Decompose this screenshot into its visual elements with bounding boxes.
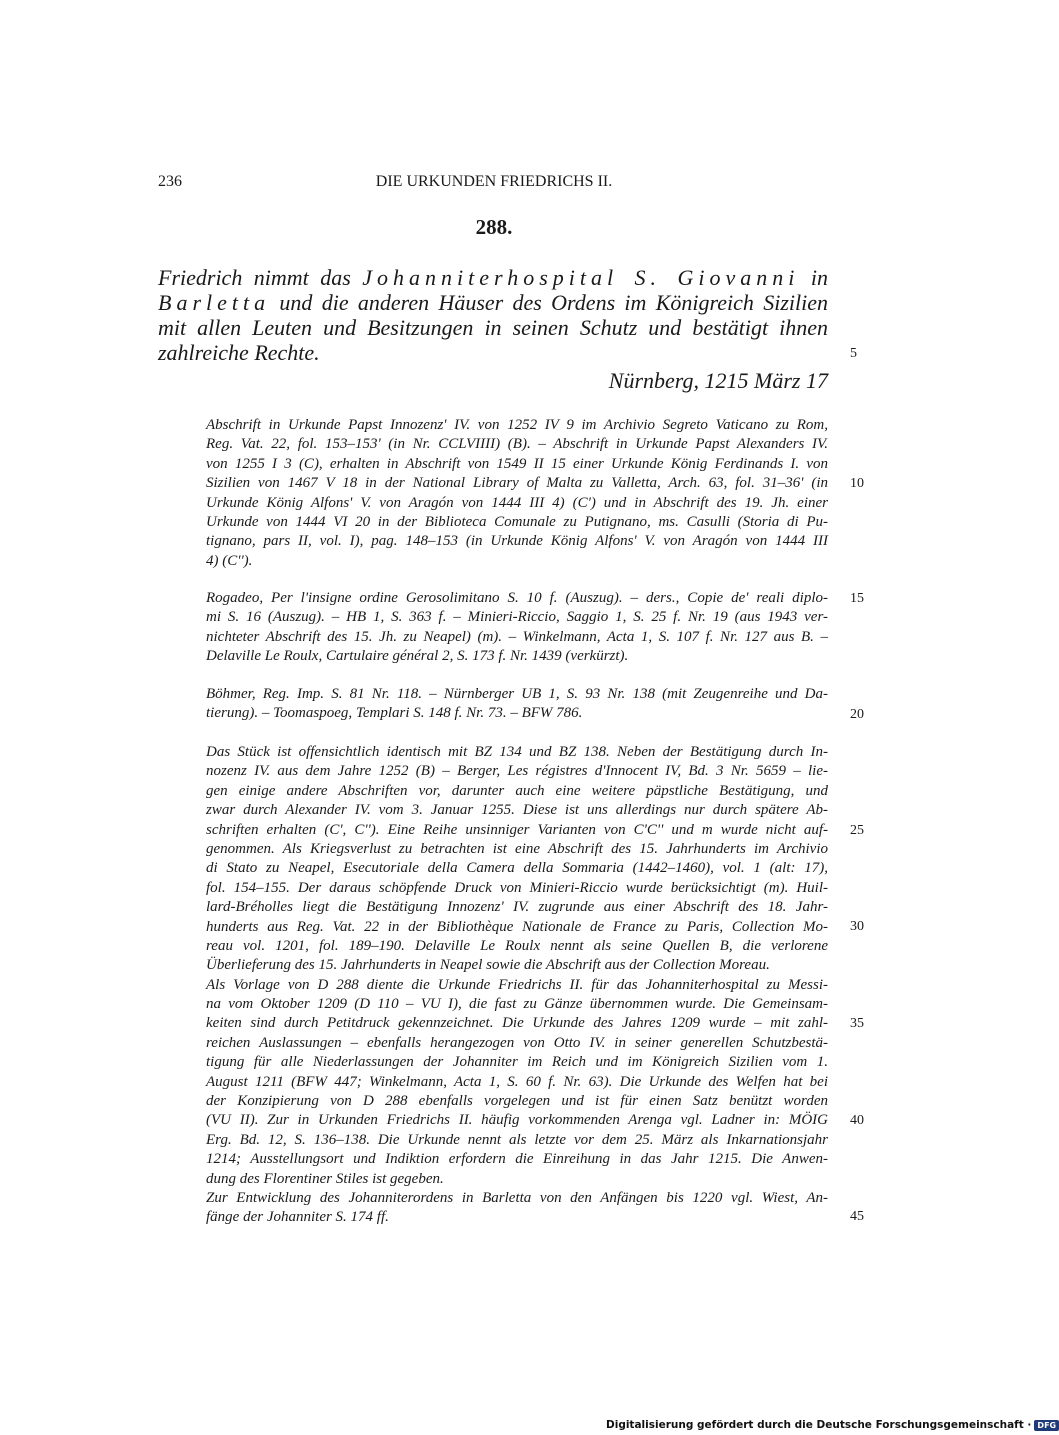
text-line: na vom Oktober 1209 (D 110 – VU I), die fast zu Gänze übernommen wurde. Die Gemeinsam- [206,996,828,1013]
text-line: Reg. Vat. 22, fol. 153–153' (in Nr. CCLVIIII) (B). – Abschrift in Urkunde Papst Alexanders IV. [206,436,828,453]
text-line: von 1255 I 3 (C), erhalten in Abschrift von 1549 II 15 einer Urkunde König Ferdinands I. von [206,455,828,472]
text-line: Als Vorlage von D 288 diente die Urkunde Friedrichs II. für das Johanniterhospital zu Messi- [206,976,828,993]
text-line: Delaville Le Roulx, Cartulaire général 2, S. 173 f. Nr. 1439 (verkürzt). [206,648,629,665]
text-line: Überlieferung des 15. Jahrhunderts in Neapel sowie die Abschrift aus der Collection Moreau. [206,957,770,974]
running-title: DIE URKUNDEN FRIEDRICHS II. [375,173,613,190]
regest-line: mit allen Leuten und Besitzungen in seinen Schutz und bestätigt ihnen [158,315,828,340]
text-line: Urkunde König Alfons' V. von Aragón von 1444 III 4) (C') und in Abschrift des 19. Jh. einer [206,494,828,511]
text-line: schriften erhalten (C', C''). Eine Reihe unsinniger Varianten von C'C'' und m wurde nicht auf- [206,821,828,838]
text-line: (VU II). Zur in Urkunden Friedrichs II. häufig vorkommenden Arenga vgl. Ladner in: MÖIG [206,1112,828,1129]
text-line: Das Stück ist offensichtlich identisch mit BZ 134 und BZ 138. Neben der Bestätigung durch In- [206,744,828,760]
text-line: fänge der Johanniter S. 174 ff. [206,1209,389,1226]
text-line: nozenz IV. aus dem Jahre 1252 (B) – Berger, Les régistres d'Innocent IV, Bd. 3 Nr. 5659 – lie- [206,763,828,780]
text-line: Abschrift in Urkunde Papst Innozenz' IV. von 1252 IV 9 im Archivio Segreto Vaticano zu Rom, [206,417,828,433]
manuscripts-paragraph [206,416,828,571]
line-number: 30 [850,919,864,934]
text-line: 1214; Ausstellungsort und Indiktion erfordern die Einreihung in das Jahr 1215. Die Anwen- [206,1151,828,1168]
text-line: fol. 154–155. Der daraus schöpfende Druck von Minieri-Riccio wurde berücksichtigt (m). Huil- [206,879,828,896]
funding-text: Digitalisierung gefördert durch die Deutsche Forschungsgemeinschaft · [606,1419,1032,1431]
text-line: hunderts aus Reg. Vat. 22 in der Bibliothèque Nationale de France zu Paris, Collection Mo- [206,918,828,935]
line-number: 25 [850,823,864,838]
line-number: 20 [850,707,864,722]
line-number: 15 [850,591,864,606]
text-line: gen einige andere Abschriften vor, darunter auch eine weitere päpstliche Bestätigung, und [206,782,828,799]
page-number: 236 [158,173,182,190]
text-line: 4) (C''). [206,552,253,569]
regesta-paragraph [206,685,828,724]
text-line: dung des Florentiner Stiles ist gegeben. [206,1170,444,1187]
text-line: genommen. Als Kriegsverlust zu betrachten ist eine Abschrift des 15. Jahrhunderts im Archivio [206,840,828,857]
text-line: Urkunde von 1444 VI 20 in der Biblioteca Comunale zu Putignano, ms. Casulli (Storia di Pu- [206,513,828,530]
text-line: di Stato zu Neapel, Esecutoriale della Camera della Sommaria (1442–1460), vol. 1 (alt: 17), [206,860,828,877]
editions-paragraph [206,589,828,667]
text-line: der Konzipierung von D 288 ebenfalls vorgelegen und ist für einen Satz benützt worden [206,1093,828,1110]
text-line: zwar durch Alexander IV. vom 3. Januar 1255. Diese ist uns allerdings nur durch spätere Ab- [206,802,828,819]
funding-footer [606,1419,1059,1431]
text-line: mi S. 16 (Auszug). – HB 1, S. 363 f. – Minieri-Riccio, Saggio 1, S. 25 f. Nr. 19 (aus 1943 ver- [206,609,828,626]
line-number: 45 [850,1209,864,1224]
text-line: Böhmer, Reg. Imp. S. 81 Nr. 118. – Nürnberger UB 1, S. 93 Nr. 138 (mit Zeugenreihe und Da- [206,686,828,702]
commentary-paragraph [206,743,828,1228]
text-line: reau vol. 1201, fol. 189–190. Delaville Le Roulx nennt als seine Quellen B, die verlorene [206,937,828,954]
document-number: 288. [475,215,513,239]
text-line: Sizilien von 1467 V 18 in der National Library of Malta zu Valletta, Arch. 63, fol. 31–36' (in [206,475,828,492]
text-line: Erg. Bd. 12, S. 136–138. Die Urkunde nennt als letzte vor dem 25. März als Inkarnationsjahr [206,1131,828,1148]
text-line: keiten sind durch Petitdruck gekennzeichnet. Die Urkunde des Jahres 1209 wurde – mit zahl- [206,1015,828,1032]
regest-line: zahlreiche Rechte. [158,340,320,365]
text-line: tierung). – Toomaspoeg, Templari S. 148 f. Nr. 73. – BFW 786. [206,705,583,722]
line-number: 5 [850,346,857,361]
regest-line: Friedrich nimmt das Johanniterhospital S. Giovanni in [158,265,828,290]
text-line: Zur Entwicklung des Johanniterordens in Barletta von den Anfängen bis 1220 vgl. Wiest, An- [206,1189,828,1206]
text-line: August 1211 (BFW 447; Winkelmann, Acta 1, S. 60 f. Nr. 63). Die Urkunde des Welfen hat bei [206,1073,828,1090]
line-number: 10 [850,476,864,491]
dfg-logo: DFG [1034,1420,1059,1431]
text-line: reichen Auslassungen – ebenfalls herangezogen von Otto IV. in seiner generellen Schutzbestä- [206,1034,828,1051]
dateline: Nürnberg, 1215 März 17 [608,368,828,393]
text-line: tignano, pars II, vol. I), pag. 148–153 (in Urkunde König Alfons' V. von Aragón von 1444 III [206,533,828,550]
regest [158,265,828,365]
regest-line: Barletta und die anderen Häuser des Ordens im Königreich Sizilien [158,290,828,315]
line-number: 35 [850,1016,864,1031]
line-number: 40 [850,1113,864,1128]
text-line: Rogadeo, Per l'insigne ordine Gerosolimitano S. 10 f. (Auszug). – ders., Copie de' reali diplo- [206,590,828,606]
text-line: nichteter Abschrift des 15. Jh. zu Neapel) (m). – Winkelmann, Acta 1, S. 107 f. Nr. 127 aus B. – [206,628,828,645]
text-line: lard-Bréholles liegt die Bestätigung Innozenz' IV. zugrunde aus einer Abschrift des 18. Jahr- [206,899,828,916]
text-line: tigung für alle Niederlassungen der Johanniter im Reich und im Königreich Sizilien vom 1. [206,1054,828,1071]
